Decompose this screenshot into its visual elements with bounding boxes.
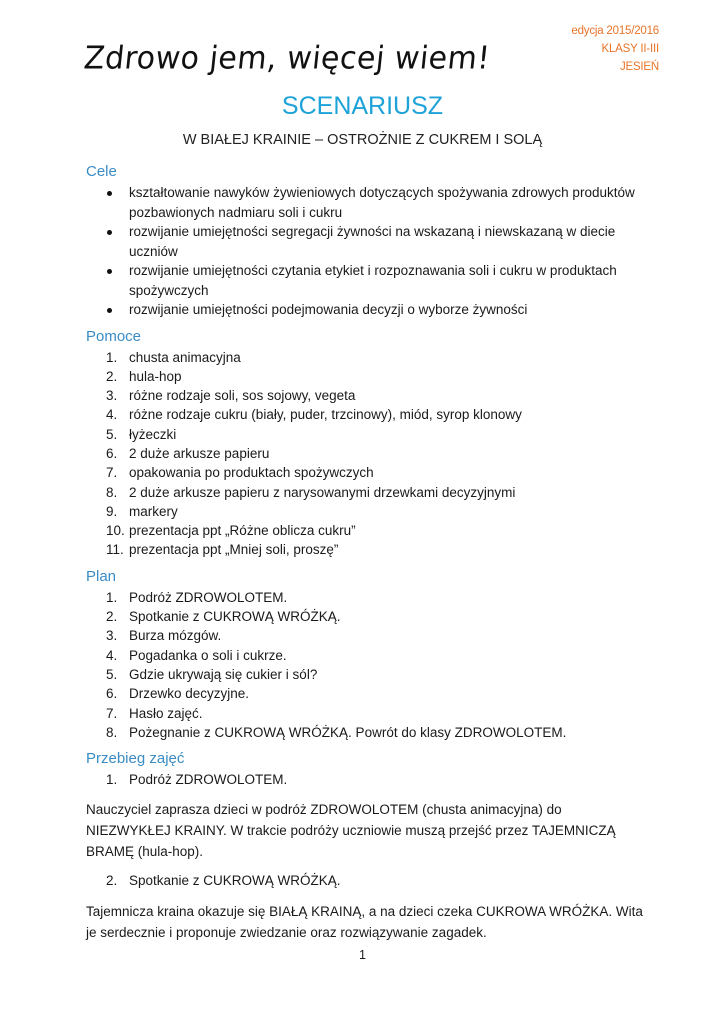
procedure-step-1 xyxy=(86,770,646,789)
section-heading-przebieg: Przebieg zajęć xyxy=(86,750,185,768)
list-item: rozwijanie umiejętności segregacji żywności na wskazaną i niewskazaną w diecie uczniów xyxy=(86,222,646,261)
list-item: rozwijanie umiejętności podejmowania decyzji o wyborze żywności xyxy=(86,300,646,320)
list-item: kształtowanie nawyków żywieniowych dotyczących spożywania zdrowych produktów pozbawionych nadmiaru soli i cukru xyxy=(86,183,646,222)
list-item: 6. 2 duże arkusze papieru xyxy=(106,445,270,461)
list-item: 4. Pogadanka o soli i cukrze. xyxy=(106,647,287,663)
edition-classes: KLASY II-III xyxy=(601,43,659,55)
materials-list xyxy=(86,348,646,560)
list-item: 6. Drzewko decyzyjne. xyxy=(106,686,250,702)
list-item: 11. prezentacja ppt „Mniej soli, proszę” xyxy=(106,542,339,558)
list-item: 7. Hasło zajęć. xyxy=(106,705,203,721)
procedure-paragraph-1: Nauczyciel zaprasza dzieci w podróż ZDROWOLOTEM (chusta animacyjna) do NIEZWYKŁEJ KRAINY. W trakcie podróży uczniowie muszą przejść przez TAJEMNICZĄ BRAMĘ (hula-hop). xyxy=(86,802,616,860)
list-item: 4. różne rodzaje cukru (biały, puder, trzcinowy), miód, syrop klonowy xyxy=(106,407,522,423)
list-item: 3. różne rodzaje soli, sos sojowy, vegeta xyxy=(106,388,356,404)
page-number: 1 xyxy=(359,948,366,962)
procedure-step-2 xyxy=(86,871,646,890)
list-item: 2. Spotkanie z CUKROWĄ WRÓŻKĄ. xyxy=(106,873,341,889)
edition-season: JESIEŃ xyxy=(619,61,659,73)
program-logo: Zdrowo jem, więcej wiem! xyxy=(82,40,492,77)
list-item: 8. 2 duże arkusze papieru z narysowanymi drzewkami decyzyjnymi xyxy=(106,484,516,500)
list-item: 2. hula-hop xyxy=(106,368,182,384)
document-body xyxy=(86,161,646,943)
bullet-icon xyxy=(107,230,112,235)
edition-year: edycja 2015/2016 xyxy=(571,25,659,37)
list-item: 5. Gdzie ukrywają się cukier i sól? xyxy=(106,666,318,682)
list-item: 3. Burza mózgów. xyxy=(106,628,222,644)
procedure-paragraph-2: Tajemnicza kraina okazuje się BIAŁĄ KRAINĄ, a na dzieci czeka CUKROWA WRÓŻKA. Wita je serdecznie i proponuje zwiedzanie oraz rozwiązywanie zagadek. xyxy=(86,903,643,940)
list-item: 1. Podróż ZDROWOLOTEM. xyxy=(106,772,288,788)
section-heading-pomoce: Pomoce xyxy=(86,327,142,345)
page-subtitle: W BIAŁEJ KRAINIE – OSTROŻNIE Z CUKREM I SOLĄ xyxy=(182,132,543,148)
list-item: 5. łyżeczki xyxy=(106,426,177,442)
list-item: 9. markery xyxy=(106,503,178,519)
page-title: SCENARIUSZ xyxy=(281,92,444,120)
bullet-icon xyxy=(107,191,112,196)
section-heading-plan: Plan xyxy=(86,567,117,585)
list-item: 8. Pożegnanie z CUKROWĄ WRÓŻKĄ. Powrót do klasy ZDROWOLOTEM. xyxy=(106,724,567,740)
section-heading-cele: Cele xyxy=(86,163,117,180)
list-item: rozwijanie umiejętności czytania etykiet i rozpoznawania soli i cukru w produktach spożywczych xyxy=(86,261,646,300)
plan-list xyxy=(86,588,646,742)
list-item: 10. prezentacja ppt „Różne oblicza cukru” xyxy=(106,523,356,539)
list-item: 7. opakowania po produktach spożywczych xyxy=(106,465,374,481)
list-item: 2. Spotkanie z CUKROWĄ WRÓŻKĄ. xyxy=(106,609,341,625)
bullet-icon xyxy=(107,308,112,313)
edition-info xyxy=(571,22,659,76)
list-item: 1. Podróż ZDROWOLOTEM. xyxy=(106,589,288,605)
bullet-icon xyxy=(107,269,112,274)
goals-list xyxy=(86,183,646,320)
list-item: 1. chusta animacyjna xyxy=(106,349,241,365)
